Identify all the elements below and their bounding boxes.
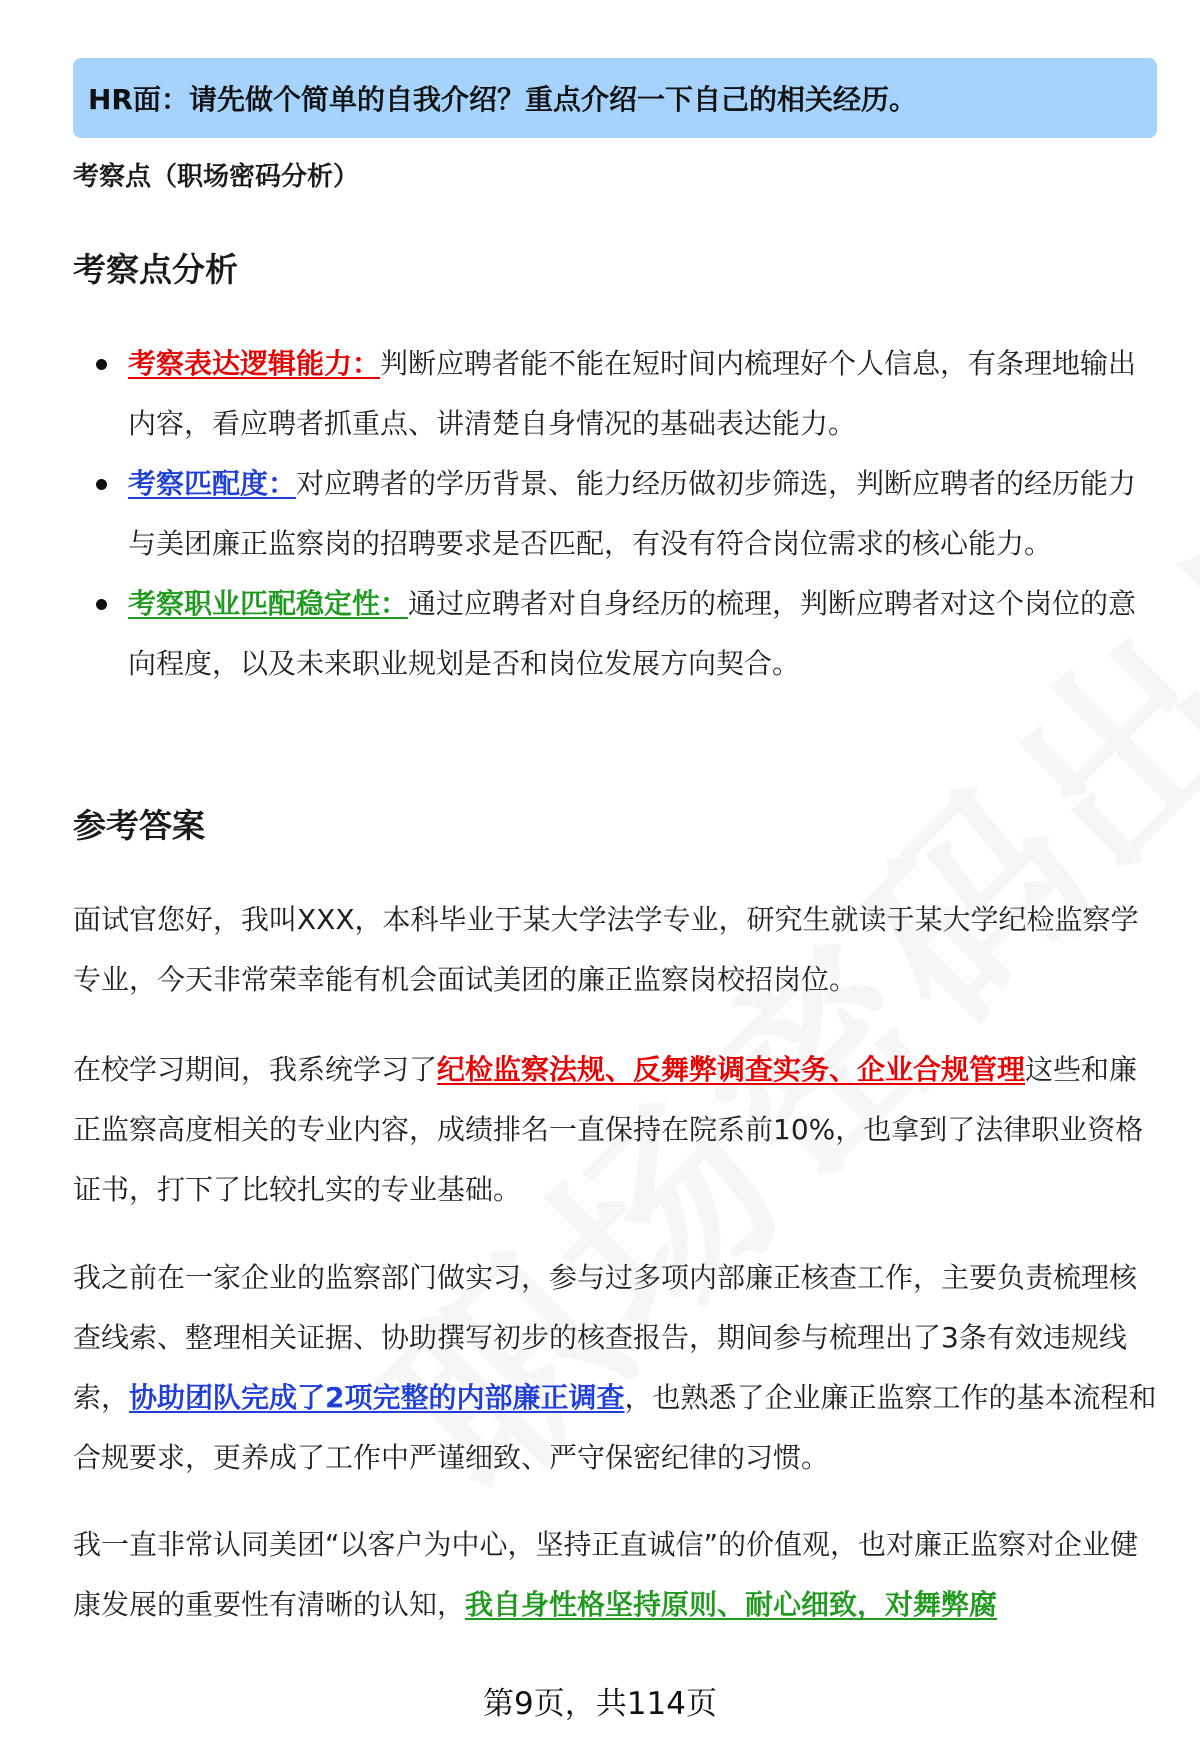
answer-text: 面试官您好，我叫XXX，本科毕业于某大学法学专业，研究生就读于某大学纪检监察学专业，今天非常荣幸能有机会面试美团的廉正监察岗校招岗位。: [73, 903, 1139, 996]
answer-paragraph-study: [73, 1040, 1163, 1220]
answer-paragraph-values: [73, 1515, 1163, 1635]
question-text: HR面：请先做个简单的自我介绍？重点介绍一下自己的相关经历。: [88, 83, 917, 116]
point-text: 通过应聘者对自身经历的梳理，判断应聘者对这个岗位的意向程度，以及未来职业规划是否和岗位发展方向契合。: [128, 587, 1137, 680]
answer-paragraph-internship: [73, 1248, 1163, 1488]
answer-text: 在校学习期间，我系统学习了: [73, 1053, 438, 1086]
answer-text: 这些和廉正监察高度相关的专业内容，成绩排名一直保持在院系前10%，也拿到了法律职业资格证书，打下了比较扎实的专业基础。: [73, 1053, 1144, 1206]
point-text: 判断应聘者能不能在短时间内梳理好个人信息，有条理地输出内容，看应聘者抓重点、讲清楚自身情况的基础表达能力。: [128, 347, 1137, 440]
subtitle: 考察点（职场密码分析）: [73, 162, 360, 192]
analysis-point: [73, 334, 1163, 454]
bullet-icon: [96, 599, 107, 610]
section-answer-title: 参考答案: [73, 806, 205, 845]
answer-text: ，也熟悉了企业廉正监察工作的基本流程和合规要求，更养成了工作中严谨细致、严守保密纪律的习惯。: [73, 1381, 1157, 1474]
analysis-points-list: [73, 334, 1163, 694]
answer-text: 我一直非常认同美团“以客户为中心，坚持正直诚信”的价值观，也对廉正监察对企业健康发展的重要性有清晰的认知，: [73, 1528, 1139, 1621]
point-text: 对应聘者的学历背景、能力经历做初步筛选，判断应聘者的经历能力与美团廉正监察岗的招聘要求是否匹配，有没有符合岗位需求的核心能力。: [128, 467, 1137, 560]
page-number: 第9页，共114页: [483, 1686, 717, 1722]
point-keyword: 考察职业匹配稳定性：: [128, 587, 409, 620]
analysis-point: [73, 574, 1163, 694]
section-analysis-title: 考察点分析: [73, 250, 238, 289]
bullet-icon: [96, 479, 107, 490]
answer-highlight: 我自身性格坚持原则、耐心细致，对舞弊腐: [465, 1588, 998, 1621]
answer-highlight: 纪检监察法规、反舞弊调查实务、企业合规管理: [437, 1053, 1026, 1086]
question-banner: [73, 58, 1157, 138]
answer-highlight: 协助团队完成了2项完整的内部廉正调查: [129, 1381, 625, 1414]
point-keyword: 考察匹配度：: [128, 467, 297, 500]
analysis-point: [73, 454, 1163, 574]
point-keyword: 考察表达逻辑能力：: [128, 347, 381, 380]
answer-paragraph-intro: [73, 890, 1163, 1010]
answer-text: 我之前在一家企业的监察部门做实习，参与过多项内部廉正核查工作，主要负责梳理核查线索、整理相关证据、协助撰写初步的核查报告，期间参与梳理出了3条有效违规线索，: [73, 1261, 1138, 1414]
bullet-icon: [96, 359, 107, 370]
